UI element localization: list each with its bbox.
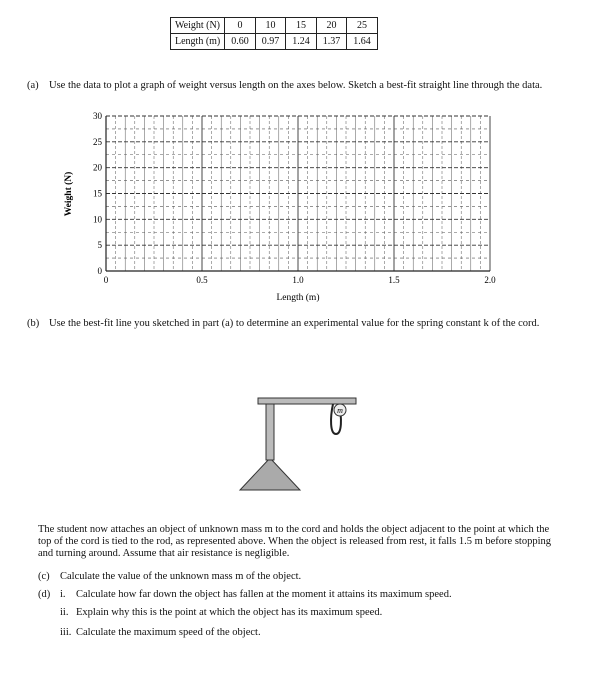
data-table (170, 17, 378, 50)
question-a-label: (a) (27, 80, 39, 91)
y-tick-label: 20 (93, 162, 102, 173)
x-tick-label: 2.0 (484, 275, 496, 285)
table-row-header: Weight (N) (171, 18, 225, 34)
question-c-label: (c) (38, 571, 50, 582)
table-cell: 20 (316, 18, 347, 34)
x-tick-label: 1.5 (388, 275, 400, 285)
y-tick-labels (93, 111, 103, 276)
scenario-paragraph: The student now attaches an object of unknown mass m to the cord and holds the object adjacent to the point at which the top of the cord is tied to the rod, as represented above. When the object is released from rest, it falls 1.5 m before stopping and turning around. Assume that air resistance is negligible. (38, 524, 551, 559)
question-d-label: (d) (38, 589, 51, 600)
x-tick-label: 1.0 (292, 275, 304, 285)
question-d-item-text: Explain why this is the point at which the object has its maximum speed. (76, 607, 383, 618)
table-cell: 15 (286, 18, 317, 34)
table-cell: 1.24 (286, 34, 317, 50)
table-row (171, 34, 378, 50)
mass-label: m (337, 406, 343, 415)
question-b (27, 318, 567, 330)
x-tick-label: 0 (103, 275, 109, 285)
question-d-item-label: i. (60, 589, 66, 600)
y-tick-label: 0 (97, 266, 102, 276)
rod (258, 398, 356, 404)
question-c-text: Calculate the value of the unknown mass m of the object. (60, 571, 302, 582)
question-a (27, 80, 567, 92)
question-d (38, 589, 578, 601)
question-d-item-text: Calculate how far down the object has fallen at the moment it attains its maximum speed. (76, 589, 452, 600)
table-cell: 0 (225, 18, 256, 34)
question-d-item-text: Calculate the maximum speed of the object. (76, 627, 261, 638)
question-a-text: Use the data to plot a graph of weight versus length on the axes below. Sketch a best-fit straight line through the data. (49, 80, 543, 91)
x-tick-labels (104, 275, 496, 285)
question-b-label: (b) (27, 318, 40, 329)
stand-pole (266, 400, 274, 460)
question-d-item-label: iii. (60, 627, 72, 638)
table-cell: 1.64 (347, 34, 378, 50)
grid-lines (106, 116, 490, 271)
table-row (171, 18, 378, 34)
question-c (38, 571, 558, 583)
question-d-item (60, 589, 578, 601)
question-b-text: Use the best-fit line you sketched in part (a) to determine an experimental value for the spring constant k of the cord. (49, 318, 540, 329)
graph-grid (55, 110, 505, 310)
y-axis-label: Weight (N) (64, 171, 74, 217)
y-tick-label: 30 (93, 111, 102, 121)
question-d-item (38, 607, 578, 619)
y-tick-label: 15 (93, 188, 102, 199)
table-cell: 25 (347, 18, 378, 34)
y-tick-label: 10 (93, 214, 102, 225)
table-cell: 0.97 (255, 34, 286, 50)
table-cell: 0.60 (225, 34, 256, 50)
apparatus-diagram (230, 390, 370, 500)
x-axis-label: Length (m) (276, 293, 320, 303)
table-cell: 1.37 (316, 34, 347, 50)
y-tick-label: 25 (93, 136, 102, 147)
question-d-item (38, 627, 578, 639)
table-row-header: Length (m) (171, 34, 225, 50)
stand-base (240, 458, 300, 490)
y-tick-label: 5 (97, 240, 102, 251)
x-tick-label: 0.5 (196, 275, 208, 285)
data-table-container (170, 17, 378, 50)
question-d-item-label: ii. (60, 607, 69, 618)
table-cell: 10 (255, 18, 286, 34)
